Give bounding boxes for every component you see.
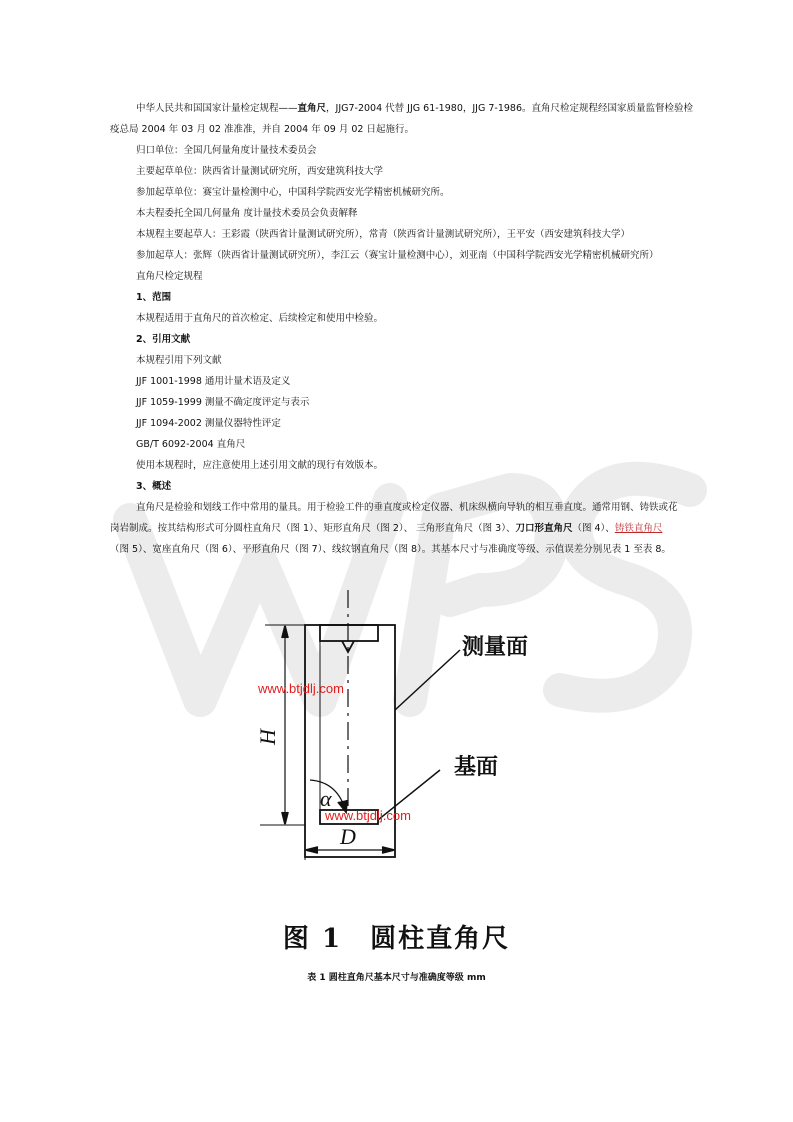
label-measure-surface: 测量面 [462, 634, 529, 660]
intro-text-rest: ，JJG7-2004 代替 JJG 61-1980，JJG 7-1986。直角尺检定规程经国家质量监督检验检 [326, 103, 693, 114]
center-mark [342, 641, 354, 652]
overview-text-2: （图 4）、 [572, 523, 615, 534]
reference-item: JJF 1059-1999 测量不确定度评定与表示 [136, 397, 310, 408]
paragraph-intro-cont: 疫总局 2004 年 03 月 02 准准准，并自 2004 年 09 月 02 日起施行。 [110, 124, 414, 135]
h-arrow-bottom [282, 812, 288, 824]
figure-title: 图 1 圆柱直角尺 [282, 924, 511, 954]
paragraph-interpret: 本夫程委托全国几何量角 度计量技术委员会负责解释 [136, 208, 358, 219]
paragraph-overview-end: （图 5）、宽座直角尺（图 6）、平形直角尺（图 7）、线纹钢直角尺（图 8）。其基本尺寸与准确度等级、示值误差分别见表 1 至表 8。 [110, 544, 671, 555]
paragraph-co-drafter: 参加起草单位：赛宝计量检测中心，中国科学院西安光学精密机械研究所。 [136, 187, 450, 198]
paragraph-intro [110, 98, 693, 119]
d-arrow-left [306, 847, 318, 853]
top-slot [320, 625, 378, 641]
label-h: H [255, 729, 280, 745]
paragraph-main-drafter: 主要起草单位：陕西省计量测试研究所，西安建筑科技大学 [136, 166, 384, 177]
paragraph-scope: 本规程适用于直角尺的首次检定、后续检定和使用中检验。 [136, 313, 384, 324]
paragraph-references: 本规程引用下列文献 [136, 355, 222, 366]
body-text [110, 98, 693, 560]
reference-item: JJF 1001-1998 通用计量术语及定义 [136, 376, 291, 387]
paragraph-usage: 使用本规程时，应注意使用上述引用文献的现行有效版本。 [136, 460, 384, 471]
paragraph-unit: 归口单位：全国几何量角度计量技术委员会 [136, 145, 317, 156]
paragraph-overview-cont [110, 518, 680, 539]
table-caption: 表 1 圆柱直角尺基本尺寸与准确度等级 mm [307, 973, 486, 983]
reference-item: GB/T 6092-2004 直角尺 [136, 439, 246, 450]
watermark-url-1: www.btjdlj.com [258, 681, 344, 696]
label-base-surface: 基面 [454, 754, 499, 780]
overview-bold: 刀口形直角尺 [515, 523, 573, 534]
paragraph-overview: 直角尺是检验和划线工作中常用的量具。用于检验工件的垂直度或检定仪器、机床纵横向导轨的相互垂直度。通常用钢、铸铁或花 [136, 502, 678, 513]
heading-scope: 1、范围 [136, 292, 172, 303]
reference-item: JJF 1094-2002 测量仪器特性评定 [136, 418, 281, 429]
cylinder-square-figure [230, 580, 560, 870]
label-d: D [340, 824, 356, 849]
h-arrow-top [282, 626, 288, 638]
leader-measure [395, 650, 460, 710]
intro-text: 中华人民共和国国家计量检定规程—— [136, 103, 298, 114]
d-arrow-right [382, 847, 394, 853]
overview-link[interactable]: 铸铁直角尺 [614, 523, 663, 534]
heading-references: 2、引用文献 [136, 334, 191, 345]
paragraph-co-authors: 参加起草人：张辉（陕西省计量测试研究所），李江云（赛宝计量检测中心），刘亚南（中国科学院西安光学精密机械研究所） [136, 250, 659, 261]
watermark-url-2: www.btjdlj.com [325, 808, 411, 823]
paragraph-title: 直角尺检定规程 [136, 271, 203, 282]
paragraph-main-authors: 本规程主要起草人：王彩霞（陕西省计量测试研究所），常青（陕西省计量测试研究所），王平安（西安建筑科技大学） [136, 229, 631, 240]
overview-text: 岗岩制成。按其结构形式可分圆柱直角尺（图 1）、矩形直角尺（图 2）、 三角形直角尺（图 3）、 [110, 523, 516, 534]
heading-overview: 3、概述 [136, 481, 172, 492]
label-alpha: α [320, 786, 332, 811]
intro-bold: 直角尺 [297, 103, 327, 114]
